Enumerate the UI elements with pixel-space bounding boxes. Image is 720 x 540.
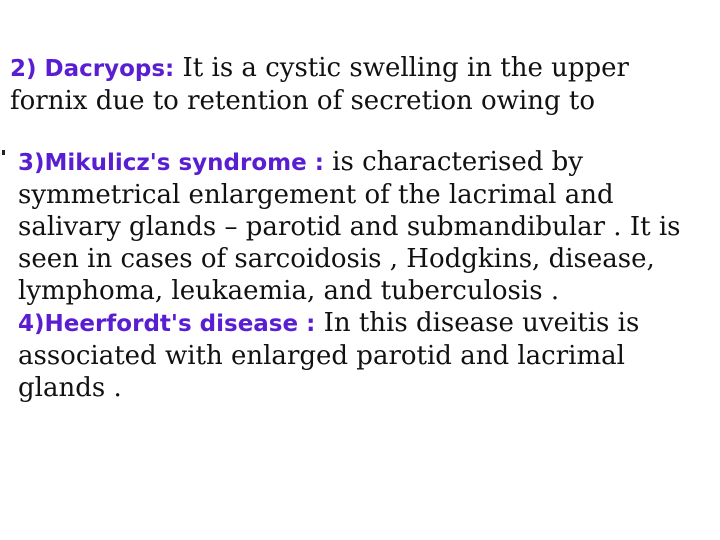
dacryops-term: 2) Dacryops:	[10, 56, 175, 82]
bullet-mark	[2, 150, 5, 155]
syndromes-paragraph	[18, 146, 718, 404]
heerfordt-term: 4)Heerfordt's disease :	[18, 311, 316, 337]
mikulicz-text: is characterised by symmetrical enlargement of the lacrimal and salivary glands – parotid and submandibular . It is seen in cases of sarcoidosis , Hodgkins, disease, lymphoma, leukaemia, and tuberculosis .	[18, 147, 681, 306]
mikulicz-term: 3)Mikulicz's syndrome :	[18, 150, 324, 176]
dacryops-paragraph	[10, 52, 710, 117]
dacryops-text: It is a cystic swelling in the upper fornix due to retention of secretion owing to	[10, 53, 629, 116]
heerfordt-text: In this disease uveitis is associated with enlarged parotid and lacrimal glands .	[18, 308, 640, 403]
